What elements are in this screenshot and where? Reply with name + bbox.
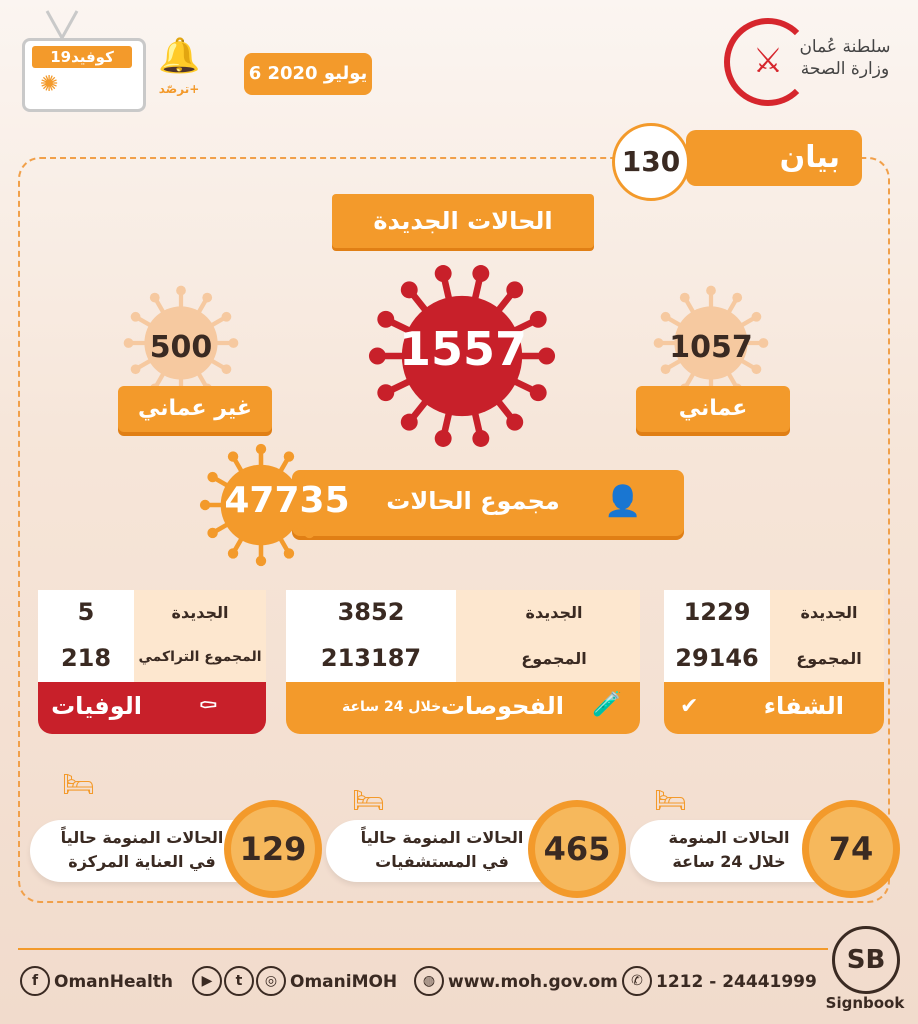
statement-number: 130 bbox=[612, 123, 690, 201]
recovery-strip bbox=[664, 682, 884, 734]
recovery-total-value: 29146 bbox=[675, 644, 759, 672]
admitted-24h-line2: خلال 24 ساعة bbox=[672, 852, 786, 871]
patient-virus-icon: 👤 bbox=[604, 484, 642, 519]
ministry-line-2: وزارة الصحة bbox=[800, 59, 890, 79]
deaths-total-value: 218 bbox=[60, 644, 112, 672]
tests-new-value: 3852 bbox=[337, 598, 405, 626]
ministry-name bbox=[790, 36, 900, 80]
new-cases-title: الحالات الجديدة bbox=[332, 194, 594, 248]
recovery-new-value: 1229 bbox=[683, 598, 751, 626]
recovered-person-icon: ✔ bbox=[680, 694, 699, 719]
recovery-new-label: الجديدة bbox=[800, 603, 858, 622]
ministry-line-1: سلطنة عُمان bbox=[799, 37, 891, 57]
new-cases-total: 1557 bbox=[398, 322, 528, 376]
deaths-new-label: الجديدة bbox=[171, 603, 229, 622]
social-handle[interactable]: OmaniMOH bbox=[290, 972, 398, 992]
admitted-24h-line1: الحالات المنومة bbox=[668, 828, 790, 847]
signbook-caption: Signbook bbox=[825, 994, 905, 1012]
tests-subtitle: خلال 24 ساعة bbox=[342, 699, 442, 715]
icu-value: 129 bbox=[224, 800, 322, 898]
phone-number[interactable]: 1212 - 24441999 bbox=[656, 972, 817, 992]
tarassud-caption: ترصّد+ bbox=[158, 82, 200, 96]
statement-label: بيان bbox=[686, 130, 862, 186]
twitter-icon[interactable]: t bbox=[224, 966, 254, 996]
tests-title: الفحوصات bbox=[440, 692, 564, 720]
bed-icon-2: 🛏 bbox=[352, 786, 386, 816]
admitted-24h-label bbox=[664, 826, 794, 874]
youtube-icon[interactable]: ▶ bbox=[192, 966, 222, 996]
deaths-new-value: 5 bbox=[77, 598, 95, 626]
instagram-icon[interactable]: ◎ bbox=[256, 966, 286, 996]
total-cases-label: مجموع الحالات bbox=[386, 487, 560, 515]
tv-antenna-icon bbox=[42, 8, 82, 38]
recovery-title: الشفاء bbox=[763, 692, 844, 720]
virus-icon: ✺ bbox=[40, 72, 59, 97]
hospitalized-label bbox=[352, 826, 532, 874]
icu-label bbox=[52, 826, 232, 874]
grave-icon: ⚰ bbox=[198, 692, 219, 720]
website-icon[interactable]: ◍ bbox=[414, 966, 444, 996]
bell-icon: 🔔 bbox=[158, 36, 201, 76]
website-url[interactable]: www.moh.gov.om bbox=[448, 972, 618, 992]
signbook-logo: SB bbox=[832, 926, 900, 994]
tests-total-label: المجموع bbox=[521, 649, 587, 668]
hospitalized-line2: في المستشفيات bbox=[375, 852, 509, 871]
deaths-total-label: المجموع التراكمي bbox=[138, 649, 262, 665]
facebook-icon[interactable]: f bbox=[20, 966, 50, 996]
total-cases-value: 47735 bbox=[224, 480, 350, 521]
non-omani-count: 500 bbox=[149, 330, 213, 365]
admitted-24h-value: 74 bbox=[802, 800, 900, 898]
phone-icon[interactable]: ✆ bbox=[622, 966, 652, 996]
non-omani-label: غير عماني bbox=[118, 386, 272, 432]
tests-new-label: الجديدة bbox=[525, 603, 583, 622]
tests-total-value: 213187 bbox=[320, 644, 422, 672]
footer-divider bbox=[18, 948, 828, 950]
tests-strip bbox=[286, 682, 640, 734]
hospitalized-value: 465 bbox=[528, 800, 626, 898]
deaths-strip bbox=[38, 682, 266, 734]
omani-count: 1057 bbox=[669, 330, 753, 365]
khanjar-icon: ⚔ bbox=[752, 41, 784, 81]
report-date: 6 يوليو 2020 bbox=[244, 53, 372, 95]
omani-label: عماني bbox=[636, 386, 790, 432]
icu-line1: الحالات المنومة حالياً bbox=[60, 828, 224, 847]
test-tube-icon: 🧪 bbox=[592, 690, 622, 718]
icu-bed-icon: 🛏 bbox=[62, 770, 96, 800]
deaths-title: الوفيات bbox=[51, 692, 142, 720]
facebook-handle[interactable]: OmanHealth bbox=[54, 972, 174, 992]
icu-line2: في العناية المركزة bbox=[68, 852, 216, 871]
hospitalized-line1: الحالات المنومة حالياً bbox=[360, 828, 524, 847]
covid-label: كوفيد19 bbox=[32, 46, 132, 68]
bed-icon: 🛏 bbox=[654, 786, 688, 816]
recovery-total-label: المجموع bbox=[796, 649, 862, 668]
